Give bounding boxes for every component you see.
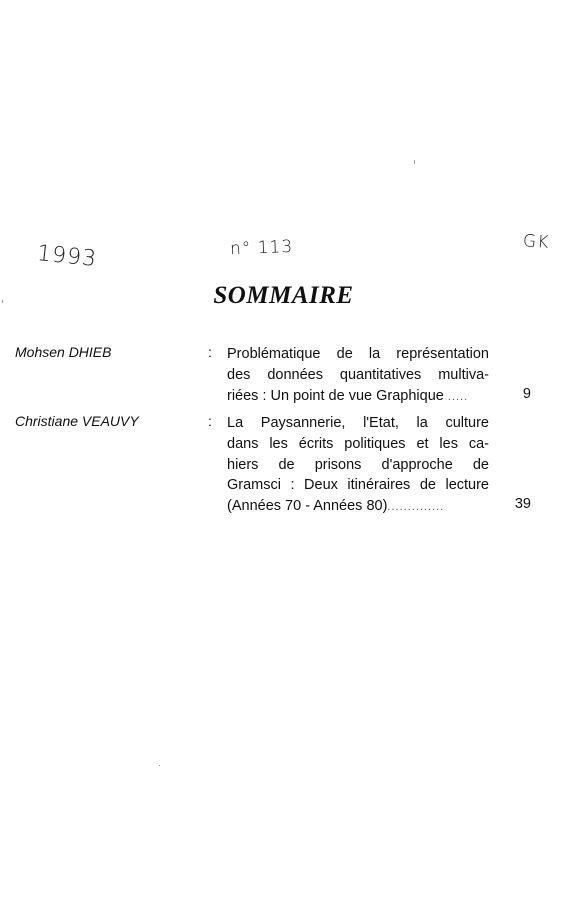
- entry-author: Mohsen DHIEB: [15, 344, 112, 360]
- entry-title-line: Gramsci : Deux itinéraires de lecture: [227, 477, 489, 494]
- handwritten-issue-number: n° 113: [229, 236, 294, 260]
- dot-leader: .....: [447, 390, 469, 403]
- scan-speck: [414, 160, 415, 164]
- entry-title-line: Problématique de la représentation: [227, 346, 489, 362]
- entry-title-line: dans les écrits politiques et les ca-: [227, 435, 489, 452]
- entry-title-line: [227, 496, 489, 518]
- entry-colon: :: [208, 413, 212, 429]
- handwritten-code: GK: [522, 231, 550, 253]
- page-title: SOMMAIRE: [213, 282, 354, 309]
- entry-title-line: La Paysannerie, l'Etat, la culture: [227, 415, 489, 431]
- entry-author: Christiane VEAUVY: [15, 413, 139, 429]
- entry-title-line: hiers de prisons d'approche de: [227, 456, 489, 473]
- scan-speck: [159, 765, 160, 766]
- entry-colon: :: [208, 344, 212, 360]
- entry-page-number: 9: [522, 385, 531, 402]
- entry-title-line: des données quantitatives multiva-: [227, 366, 489, 383]
- entry-title: [227, 344, 489, 407]
- handwritten-year: 1993: [35, 240, 99, 273]
- dot-leader: ..............: [387, 501, 445, 514]
- scan-speck: [2, 300, 3, 303]
- entry-title: [227, 413, 489, 518]
- entry-page-number: 39: [514, 496, 531, 513]
- entry-title-line-text: (Années 70 - Années 80): [227, 498, 388, 515]
- entry-title-line-text: riées : Un point de vue Graphique: [227, 387, 444, 404]
- entry-title-line: [227, 386, 489, 408]
